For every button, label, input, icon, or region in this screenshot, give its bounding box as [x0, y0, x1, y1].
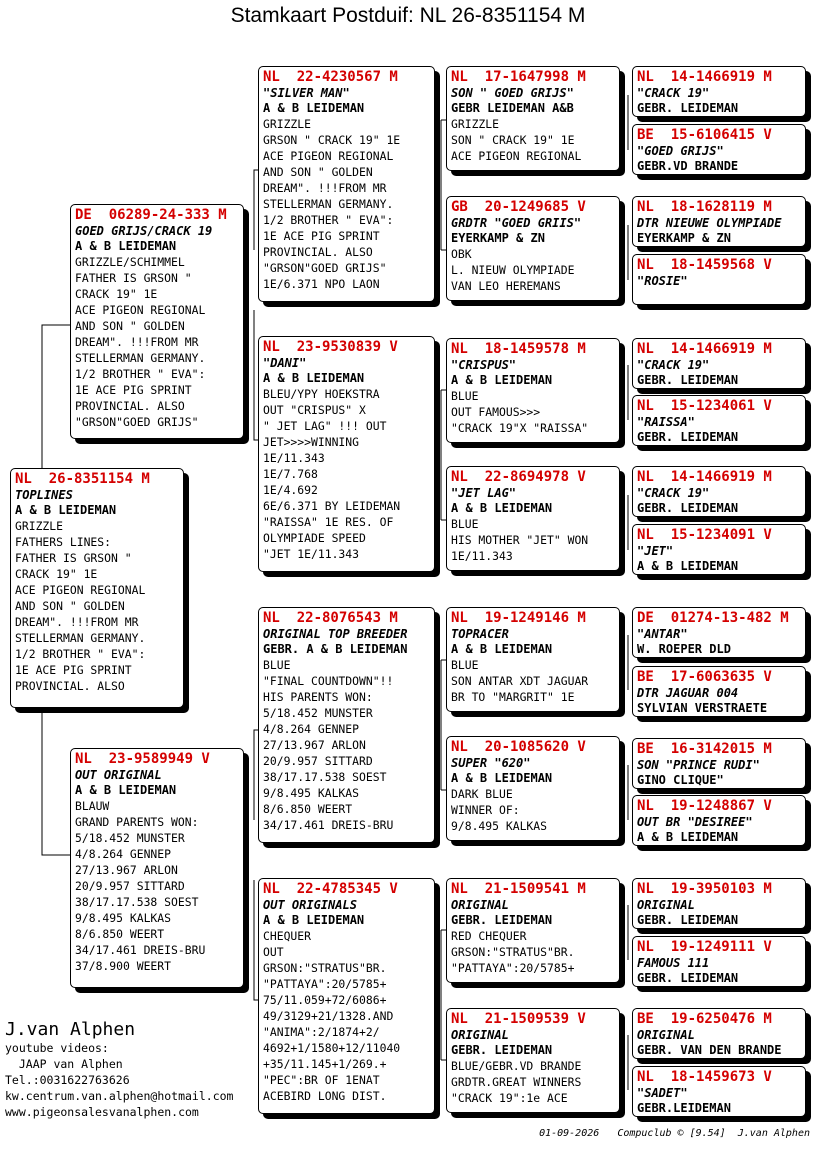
ring-number: NL 19-1249146 M — [451, 610, 586, 626]
pigeon-card-mm[interactable] — [258, 878, 435, 1114]
pigeon-name: GOED GRIJS/CRACK 19 — [75, 224, 213, 238]
breeder: SYLVIAN VERSTRAETE — [637, 701, 768, 715]
pigeon-name: SON " GOED GRIJS" — [451, 86, 574, 100]
pigeon-card-g15[interactable] — [632, 1008, 806, 1059]
pigeon-card-g14[interactable] — [632, 936, 806, 987]
pigeon-card-g12[interactable] — [632, 795, 806, 846]
breeder: GEBR. LEIDEMAN — [637, 501, 739, 515]
breeder: A & B LEIDEMAN — [637, 830, 739, 844]
owner-line-youtube: youtube videos: — [5, 1041, 109, 1055]
ring-number: NL 19-1249111 V — [637, 939, 772, 955]
breeder: GEBR. LEIDEMAN — [637, 373, 739, 387]
pigeon-card-g3[interactable] — [632, 196, 806, 247]
pigeon-info: GRIZZLE/SCHIMMEL FATHER IS GRSON " CRACK 19" 1E ACE PIGEON REGIONAL AND SON " GOLDEN DREAM". !!!FROM MR STELLERMAN GERMANY. 1/2 BROTHER " EVA": 1E ACE PIG SPRINT PROVINCIAL. ALSO "GRSON"GOED GRIJS" — [75, 255, 206, 429]
breeder: GEBR. LEIDEMAN — [637, 913, 739, 927]
pigeon-name: "CRACK 19" — [637, 86, 710, 100]
pigeon-info: BLUE/GEBR.VD BRANDE GRDTR.GREAT WINNERS "CRACK 19":1e ACE — [451, 1059, 582, 1105]
ring-number: NL 20-1085620 V — [451, 739, 586, 755]
pigeon-card-g16[interactable] — [632, 1066, 806, 1117]
ring-number: NL 26-8351154 M — [15, 471, 150, 487]
ring-number: NL 22-4785345 V — [263, 881, 398, 897]
ring-number: NL 18-1628119 M — [637, 199, 772, 215]
breeder: A & B LEIDEMAN — [451, 373, 553, 387]
pigeon-card-g7[interactable] — [632, 466, 806, 517]
pigeon-info: DARK BLUE WINNER OF: 9/8.495 KALKAS — [451, 787, 548, 833]
breeder: A & B LEIDEMAN — [637, 559, 739, 573]
ring-number: DE 06289-24-333 M — [75, 207, 227, 223]
ring-number: NL 14-1466919 M — [637, 69, 772, 85]
breeder: A & B LEIDEMAN — [75, 239, 177, 253]
pigeon-name: OUT ORIGINAL — [75, 768, 162, 782]
pigeon-card-mf[interactable] — [258, 607, 435, 843]
ring-number: BE 17-6063635 V — [637, 669, 772, 685]
ring-number: NL 22-4230567 M — [263, 69, 398, 85]
breeder: A & B LEIDEMAN — [451, 642, 553, 656]
ring-number: NL 21-1509541 M — [451, 881, 586, 897]
breeder: A & B LEIDEMAN — [263, 913, 365, 927]
pigeon-card-g9[interactable] — [632, 607, 806, 658]
pigeon-card-g13[interactable] — [632, 878, 806, 929]
pigeon-card-mff[interactable] — [446, 607, 620, 712]
ring-number: NL 23-9530839 V — [263, 339, 398, 355]
pigeon-name: "DANI" — [263, 356, 307, 370]
breeder: GEBR. LEIDEMAN — [637, 101, 739, 115]
owner-website[interactable]: www.pigeonsalesvanalphen.com — [5, 1105, 199, 1119]
pigeon-info: OBK L. NIEUW OLYMPIADE VAN LEO HEREMANS — [451, 247, 575, 293]
ring-number: NL 18-1459673 V — [637, 1069, 772, 1085]
ring-number: NL 14-1466919 M — [637, 469, 772, 485]
pigeon-name: "GOED GRIJS" — [637, 144, 724, 158]
breeder: GEBR. LEIDEMAN — [637, 430, 739, 444]
ring-number: NL 22-8694978 V — [451, 469, 586, 485]
pigeon-name: GRDTR "GOED GRIIS" — [451, 216, 582, 230]
breeder: GEBR.LEIDEMAN — [637, 1101, 731, 1115]
ring-number: NL 15-1234091 V — [637, 527, 772, 543]
breeder: A & B LEIDEMAN — [451, 771, 553, 785]
pigeon-info: BLUE SON ANTAR XDT JAGUAR BR TO "MARGRIT" 1E — [451, 658, 589, 704]
ring-number: NL 15-1234061 V — [637, 398, 772, 414]
owner-name: J.van Alphen — [5, 1019, 136, 1040]
pigeon-name: "CRACK 19" — [637, 358, 710, 372]
pigeon-info: BLUE HIS MOTHER "JET" WON 1E/11.343 — [451, 517, 589, 563]
pigeon-name: "RAISSA" — [637, 415, 695, 429]
pigeon-card-fm[interactable] — [258, 336, 435, 572]
pigeon-card-ffm[interactable] — [446, 196, 620, 301]
pigeon-name: "SADET" — [637, 1086, 688, 1100]
pigeon-info: CHEQUER OUT GRSON:"STRATUS"BR. "PATTAYA":20/5785+ 75/11.059+72/6086+ 49/3129+21/1328.AND "ANIMA":2/1874+2/ 4692+1/1580+12/11040 +35/11.145+1/269.+ "PEC":BR OF 1ENAT ACEBIRD LONG DIST. — [263, 929, 401, 1103]
ring-number: NL 23-9589949 V — [75, 751, 210, 767]
pigeon-name: "JET" — [637, 544, 674, 558]
ring-number: NL 14-1466919 M — [637, 341, 772, 357]
pigeon-card-g10[interactable] — [632, 666, 806, 717]
pigeon-card-fff[interactable] — [446, 66, 620, 171]
pigeon-name: ORIGINAL TOP BREEDER — [263, 627, 408, 641]
pigeon-name: OUT ORIGINALS — [263, 898, 357, 912]
breeder: A & B LEIDEMAN — [263, 371, 365, 385]
ring-number: GB 20-1249685 V — [451, 199, 586, 215]
owner-phone: Tel.:0031622763626 — [5, 1073, 130, 1087]
ring-number: NL 19-3950103 M — [637, 881, 772, 897]
pigeon-info: BLEU/YPY HOEKSTRA OUT "CRISPUS" X " JET LAG" !!! OUT JET>>>>WINNING 1E/11.343 1E/7.768 1E/4.692 6E/6.371 BY LEIDEMAN "RAISSA" 1E RES. OF OLYMPIADE SPEED "JET 1E/11.343 — [263, 387, 401, 561]
pigeon-info: GRIZZLE SON " CRACK 19" 1E ACE PIGEON REGIONAL — [451, 117, 582, 163]
breeder: GEBR LEIDEMAN A&B — [451, 101, 574, 115]
breeder: GEBR. A & B LEIDEMAN — [263, 642, 408, 656]
pigeon-card-ff[interactable] — [258, 66, 435, 302]
breeder: GEBR. VAN DEN BRANDE — [637, 1043, 782, 1057]
pigeon-name: DTR NIEUWE OLYMPIADE — [637, 216, 782, 230]
breeder: A & B LEIDEMAN — [451, 501, 553, 515]
pigeon-name: FAMOUS 111 — [637, 956, 710, 970]
owner-email[interactable]: kw.centrum.van.alphen@hotmail.com — [5, 1089, 234, 1103]
breeder: GEBR. LEIDEMAN — [451, 1043, 553, 1057]
pigeon-name: "ROSIE" — [637, 274, 688, 288]
breeder: EYERKAMP & ZN — [637, 231, 731, 245]
ring-number: NL 21-1509539 V — [451, 1011, 586, 1027]
breeder: W. ROEPER DLD — [637, 642, 731, 656]
pigeon-name: SON "PRINCE RUDI" — [637, 758, 760, 772]
pigeon-card-g1[interactable] — [632, 66, 806, 117]
page-title: Stamkaart Postduif: NL 26-8351154 M — [230, 4, 586, 27]
breeder: A & B LEIDEMAN — [263, 101, 365, 115]
pigeon-name: DTR JAGUAR 004 — [637, 686, 739, 700]
pigeon-name: "ANTAR" — [637, 627, 688, 641]
owner-line-channel: JAAP van Alphen — [5, 1057, 123, 1071]
breeder: A & B LEIDEMAN — [15, 503, 117, 517]
pigeon-info: RED CHEQUER GRSON:"STRATUS"BR. "PATTAYA":20/5785+ — [451, 929, 575, 975]
pigeon-name: "CRISPUS" — [451, 358, 517, 372]
pigeon-card-g5[interactable] — [632, 338, 806, 389]
pigeon-card-mother[interactable] — [70, 748, 244, 988]
pigeon-card-mmm[interactable] — [446, 1008, 620, 1113]
ring-number: NL 22-8076543 M — [263, 610, 398, 626]
pigeon-card-subject[interactable] — [10, 468, 184, 708]
pigeon-card-fmm[interactable] — [446, 466, 620, 571]
owner-info — [5, 1020, 233, 1120]
pigeon-info: GRIZZLE FATHERS LINES: FATHER IS GRSON " CRACK 19" 1E ACE PIGEON REGIONAL AND SON " GOLDEN DREAM". !!!FROM MR STELLERMAN GERMANY. 1/2 BROTHER " EVA": 1E ACE PIG SPRINT PROVINCIAL. ALSO — [15, 519, 146, 693]
pigeon-name: ORIGINAL — [637, 1028, 695, 1042]
pigeon-name: ORIGINAL — [451, 1028, 509, 1042]
breeder: EYERKAMP & ZN — [451, 231, 545, 245]
pigeon-info: BLUE "FINAL COUNTDOWN"!! HIS PARENTS WON: 5/18.452 MUNSTER 4/8.264 GENNEP 27/13.967 ARLON 20/9.957 SITTARD 38/17.17.538 SOEST 9/8.495 KALKAS 8/6.850 WEERT 34/17.461 DREIS-BRU — [263, 658, 394, 832]
pigeon-name: "JET LAG" — [451, 486, 517, 500]
pigeon-card-g4[interactable] — [632, 254, 806, 305]
pigeon-name: TOPRACER — [451, 627, 509, 641]
pigeon-name: "SILVER MAN" — [263, 86, 350, 100]
breeder: GEBR. LEIDEMAN — [637, 971, 739, 985]
pigeon-card-g8[interactable] — [632, 524, 806, 575]
pigeon-card-g11[interactable] — [632, 738, 806, 789]
ring-number: NL 18-1459578 M — [451, 341, 586, 357]
pigeon-card-mmf[interactable] — [446, 878, 620, 983]
breeder: GEBR.VD BRANDE — [637, 159, 739, 173]
pigeon-info: BLUE OUT FAMOUS>>> "CRACK 19"X "RAISSA" — [451, 389, 589, 435]
pigeon-name: ORIGINAL — [637, 898, 695, 912]
breeder: GEBR. LEIDEMAN — [451, 913, 553, 927]
pigeon-card-mfm[interactable] — [446, 736, 620, 841]
pigeon-name: OUT BR "DESIREE" — [637, 815, 753, 829]
pigeon-name: "CRACK 19" — [637, 486, 710, 500]
breeder: A & B LEIDEMAN — [75, 783, 177, 797]
breeder: GINO CLIQUE" — [637, 773, 724, 787]
ring-number: NL 18-1459568 V — [637, 257, 772, 273]
pigeon-info: GRIZZLE GRSON " CRACK 19" 1E ACE PIGEON REGIONAL AND SON " GOLDEN DREAM". !!!FROM MR STELLERMAN GERMANY. 1/2 BROTHER " EVA": 1E ACE PIG SPRINT PROVINCIAL. ALSO "GRSON"GOED GRIJS" 1E/6.371 NPO LAON — [263, 117, 401, 291]
pigeon-name: ORIGINAL — [451, 898, 509, 912]
pigeon-card-g6[interactable] — [632, 395, 806, 446]
pigeon-card-g2[interactable] — [632, 124, 806, 175]
pigeon-name: SUPER "620" — [451, 756, 531, 770]
pigeon-info: BLAUW GRAND PARENTS WON: 5/18.452 MUNSTER 4/8.264 GENNEP 27/13.967 ARLON 20/9.957 SITTARD 38/17.17.538 SOEST 9/8.495 KALKAS 8/6.850 WEERT 34/17.461 DREIS-BRU 37/8.900 WEERT — [75, 799, 206, 973]
pigeon-card-fmf[interactable] — [446, 338, 620, 443]
pigeon-name: TOPLINES — [15, 488, 73, 502]
ring-number: BE 19-6250476 M — [637, 1011, 772, 1027]
ring-number: DE 01274-13-482 M — [637, 610, 789, 626]
ring-number: BE 16-3142015 M — [637, 741, 772, 757]
ring-number: NL 17-1647998 M — [451, 69, 586, 85]
pigeon-card-father[interactable] — [70, 204, 244, 439]
footer: 01-09-2026 Compuclub © [9.54] J.van Alphen — [539, 1128, 810, 1139]
ring-number: BE 15-6106415 V — [637, 127, 772, 143]
ring-number: NL 19-1248867 V — [637, 798, 772, 814]
